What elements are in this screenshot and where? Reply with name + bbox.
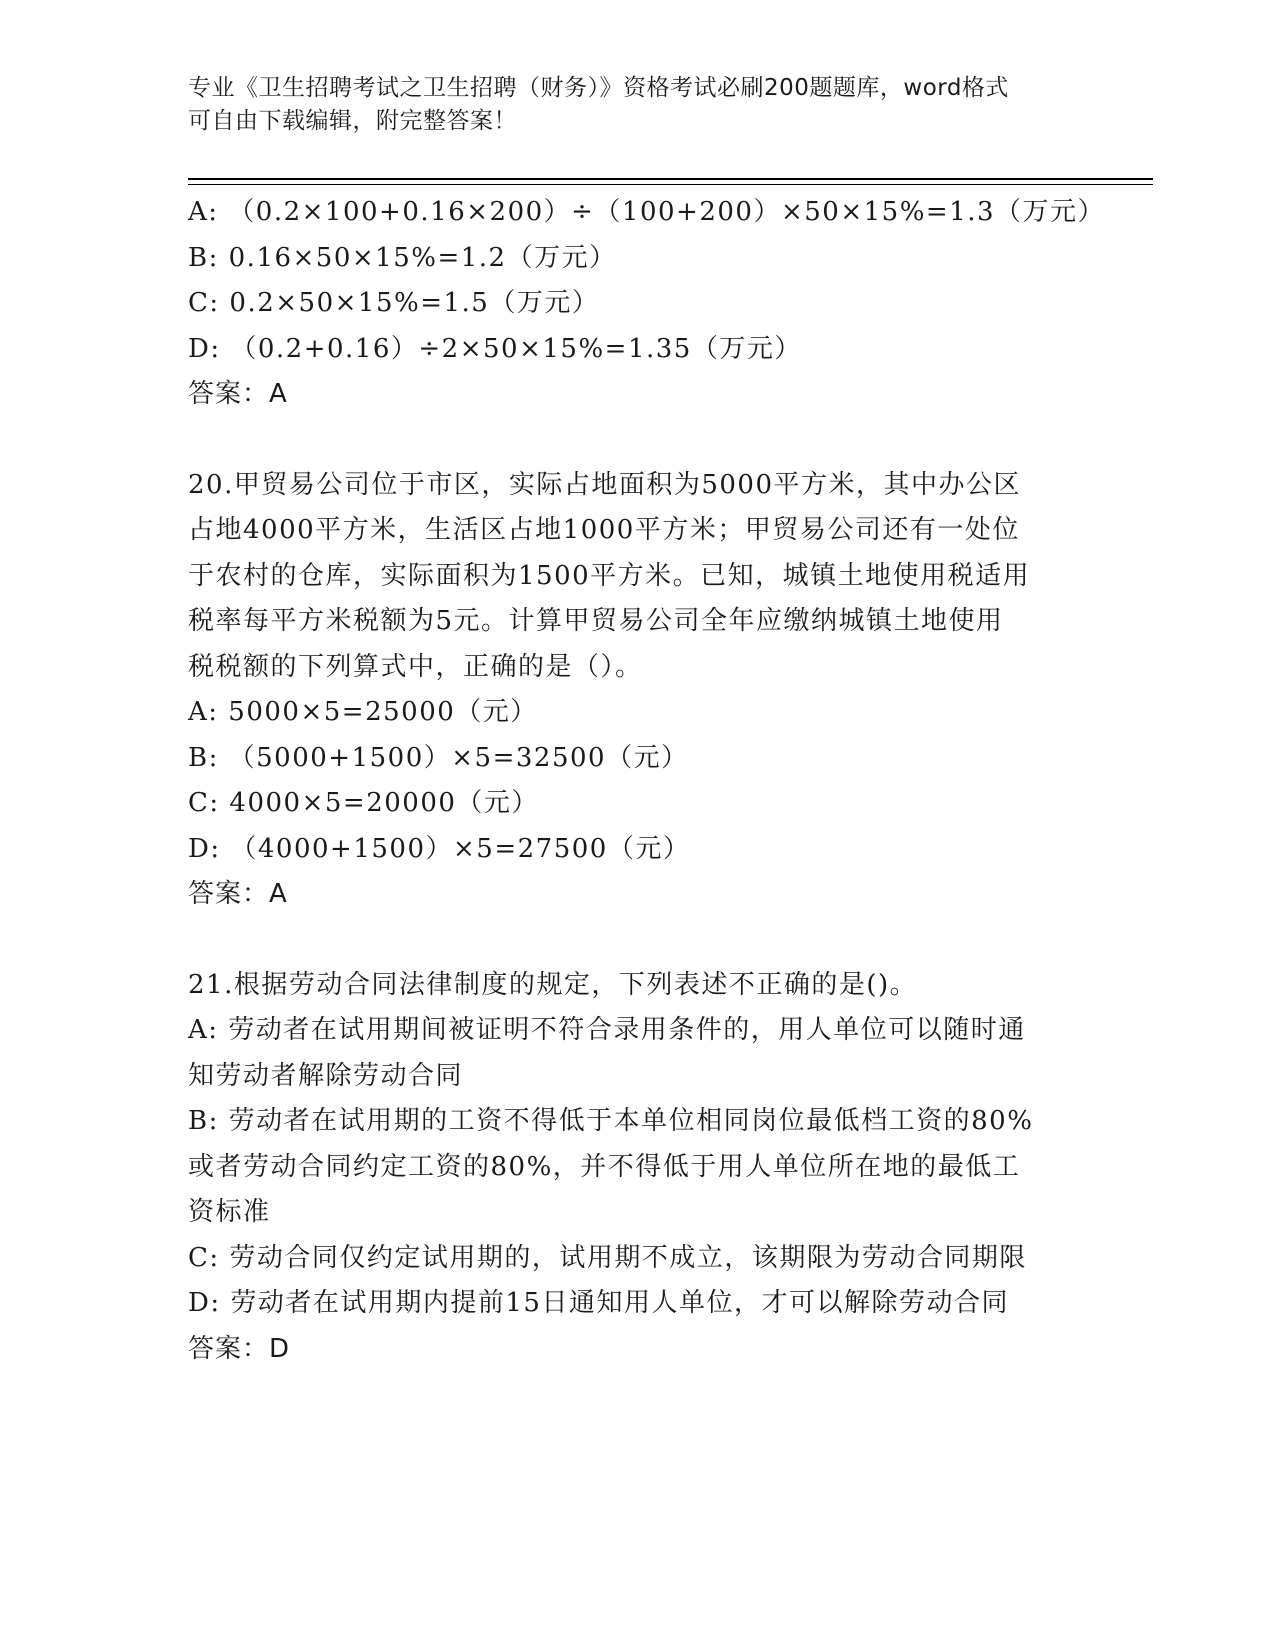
q21-answer: 答案：D	[188, 1333, 291, 1364]
header-line-2: 可自由下载编辑，附完整答案！	[188, 108, 517, 134]
q19-option-c: C: 0.2×50×15%=1.5（万元）	[188, 288, 600, 318]
q21-option-a-line: A: 劳动者在试用期间被证明不符合录用条件的，用人单位可以随时通	[188, 1015, 1026, 1045]
spacer	[188, 418, 1088, 463]
q21-option-a-line: 知劳动者解除劳动合同	[188, 1060, 464, 1091]
q19-option-a: A: （0.2×100+0.16×200）÷（100+200）×50×15%=1.3（万元）	[188, 197, 1106, 227]
q19-answer: 答案：A	[188, 379, 288, 409]
q19-option-b: B: 0.16×50×15%=1.2（万元）	[188, 242, 617, 273]
q21-stem: 21.根据劳动合同法律制度的规定，下列表述不正确的是()。	[188, 969, 918, 1000]
question-21	[188, 963, 1088, 1373]
q21-option-d: D: 劳动者在试用期内提前15日通知用人单位，才可以解除劳动合同	[188, 1288, 1009, 1318]
q20-option-c: C: 4000×5=20000（元）	[188, 788, 539, 818]
document-header	[188, 72, 1068, 138]
q21-option-b-line: 或者劳动合同约定工资的80%，并不得低于用人单位所在地的最低工	[188, 1151, 1021, 1182]
question-content	[188, 190, 1106, 1372]
q20-stem-line: 税税额的下列算式中，正确的是（）。	[188, 651, 643, 682]
q20-option-b: B: （5000+1500）×5=32500（元）	[188, 742, 689, 773]
q20-stem-line: 于农村的仓库，实际面积为1500平方米。已知，城镇土地使用税适用	[188, 560, 1031, 591]
q20-stem-line: 占地4000平方米，生活区占地1000平方米；甲贸易公司还有一处位	[188, 515, 1020, 545]
q20-stem-line: 税率每平方米税额为5元。计算甲贸易公司全年应缴纳城镇土地使用	[188, 606, 1004, 636]
question-19	[188, 190, 1106, 418]
q20-option-a: A: 5000×5=25000（元）	[188, 697, 538, 727]
header-divider-thin	[188, 184, 1153, 185]
q20-stem-line: 20.甲贸易公司位于市区，实际占地面积为5000平方米，其中办公区	[188, 469, 1022, 500]
q20-answer: 答案：A	[188, 879, 288, 909]
q19-option-d: D: （0.2+0.16）÷2×50×15%=1.35（万元）	[188, 333, 802, 364]
q21-option-b-line: B: 劳动者在试用期的工资不得低于本单位相同岗位最低档工资的80%	[188, 1106, 1034, 1136]
q20-option-d: D: （4000+1500）×5=27500（元）	[188, 833, 691, 864]
header-divider-thick	[188, 178, 1153, 180]
q21-option-c: C: 劳动合同仅约定试用期的，试用期不成立，该期限为劳动合同期限	[188, 1242, 1027, 1273]
q21-option-b-line: 资标准	[188, 1197, 271, 1227]
header-line-1: 专业《卫生招聘考试之卫生招聘（财务）》资格考试必刷200题题库，word格式	[188, 75, 1009, 101]
spacer	[188, 918, 1088, 963]
question-20	[188, 463, 1088, 918]
